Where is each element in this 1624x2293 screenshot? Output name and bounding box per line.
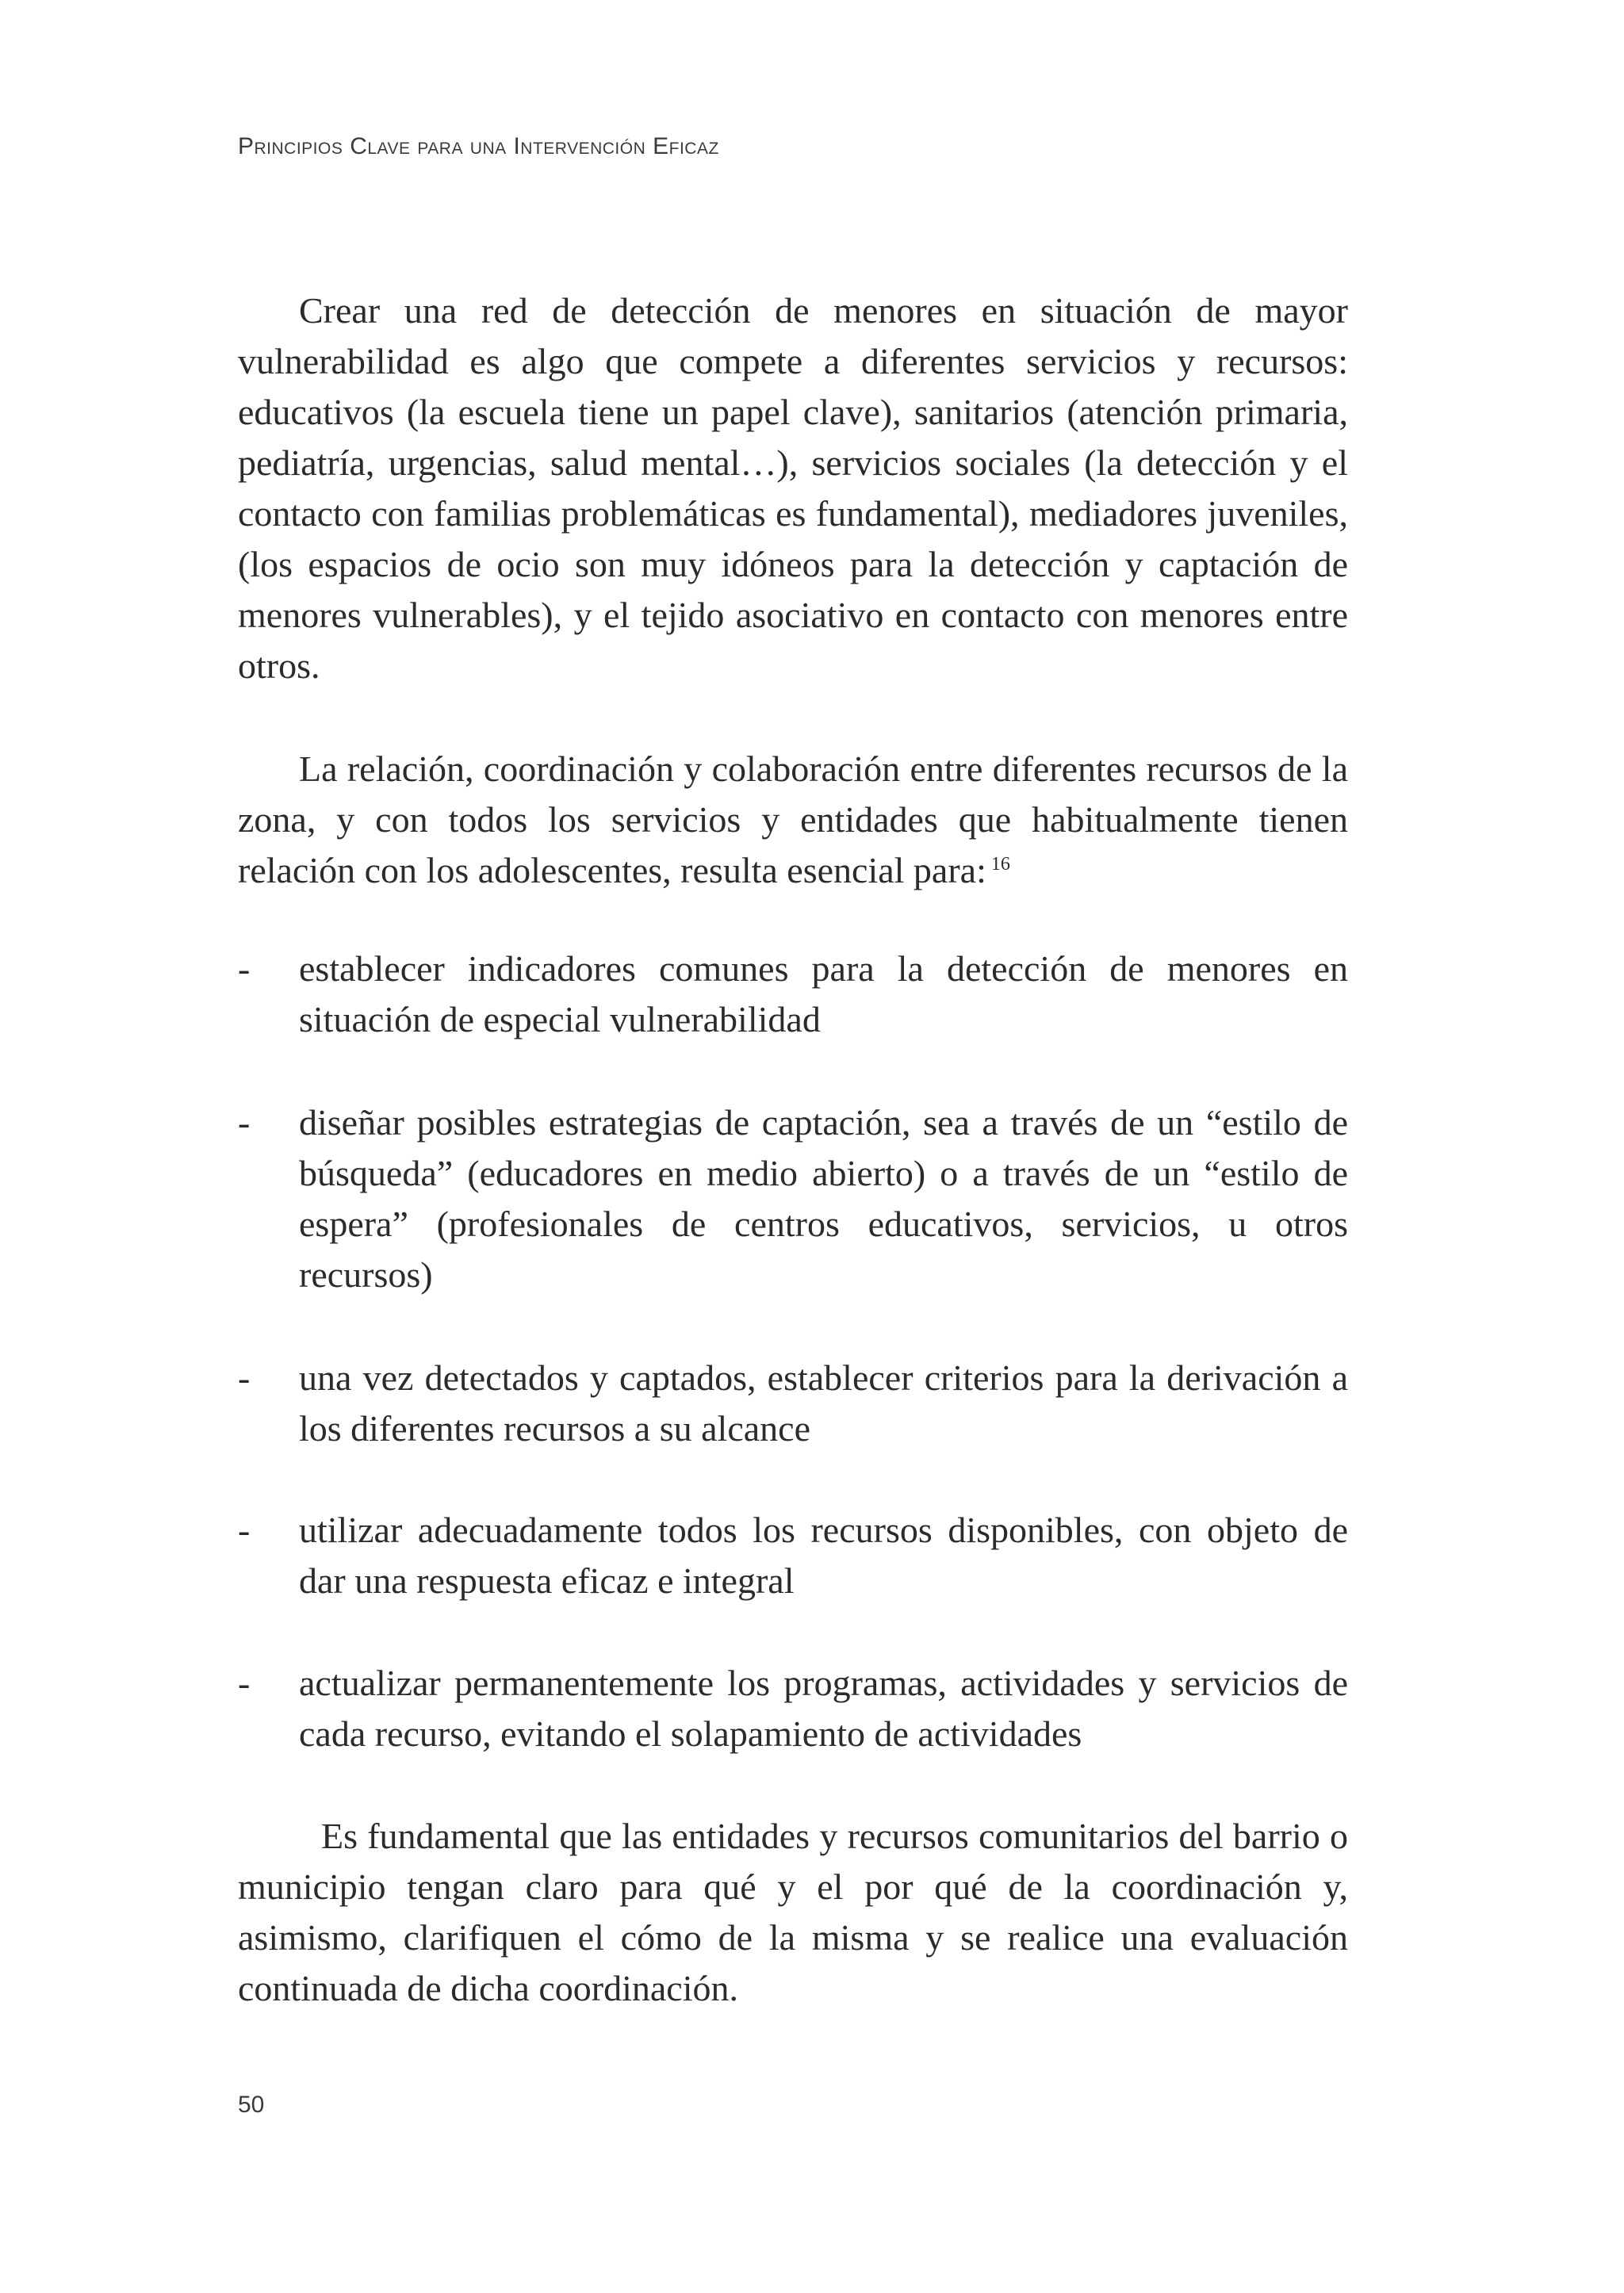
list-dash: - — [238, 1102, 251, 1143]
list-item — [238, 1097, 1348, 1300]
list-item-3-block — [238, 1353, 1348, 1454]
list-item-text: una vez detectados y captados, establecer criterios para la derivación a los diferentes recursos a su alcance — [299, 1357, 1348, 1449]
paragraph-3-block — [238, 1811, 1348, 2014]
paragraph-3: Es fundamental que las entidades y recursos comunitarios del barrio o municipio tengan claro para qué y el por qué de la coordinación y, asimismo, clarifiquen el cómo de la misma y se realice una evaluación continuada de dicha coordinación. — [238, 1816, 1348, 2008]
list-item-text: establecer indicadores comunes para la detección de menores en situación de especial vulnerabilidad — [299, 948, 1348, 1039]
paragraph-2-text: La relación, coordinación y colaboración entre diferentes recursos de la zona, y con todos los servicios y entidades que habitualmente tienen relación con los adolescentes, resulta esencial para: — [238, 748, 1348, 890]
list-item-text: utilizar adecuadamente todos los recursos disponibles, con objeto de dar una respuesta eficaz e integral — [299, 1510, 1348, 1601]
list-item-1-block — [238, 944, 1348, 1045]
list-dash: - — [238, 1357, 251, 1398]
list-item — [238, 1658, 1348, 1759]
paragraph-2-block — [238, 744, 1348, 896]
list-dash: - — [238, 1663, 251, 1703]
list-item-text: actualizar permanentemente los programas, actividades y servicios de cada recurso, evitando el solapamiento de actividades — [299, 1663, 1348, 1754]
paragraph-1: Crear una red de detección de menores en situación de mayor vulnerabilidad es algo que compete a diferentes servicios y recursos: educativos (la escuela tiene un papel clave), sanitarios (atención primaria, pediatría, urgencias, salud mental…), servicios sociales (la detección y el contacto con familias problemáticas es fundamental), mediadores juveniles, (los espacios de ocio son muy idóneos para la detección y captación de menores vulnerables), y el tejido asociativo en contacto con menores entre otros. — [238, 290, 1348, 686]
footnote-reference: 16 — [990, 853, 1010, 875]
page-number: 50 — [238, 2092, 265, 2118]
running-header: Principios Clave para una Intervención Eficaz — [238, 133, 719, 159]
list-item — [238, 1505, 1348, 1606]
list-item-5-block — [238, 1658, 1348, 1759]
list-item-4-block — [238, 1505, 1348, 1606]
list-item-text: diseñar posibles estrategias de captación, sea a través de un “estilo de búsqueda” (educadores en medio abierto) o a través de un “estilo de espera” (profesionales de centros educativos, servicios, u otros recursos) — [299, 1102, 1348, 1295]
list-item — [238, 944, 1348, 1045]
list-dash: - — [238, 1510, 251, 1550]
list-item — [238, 1353, 1348, 1454]
paragraph-1-block — [238, 285, 1348, 691]
list-dash: - — [238, 948, 251, 989]
list-item-2-block — [238, 1097, 1348, 1300]
paragraph-2 — [238, 744, 1348, 896]
